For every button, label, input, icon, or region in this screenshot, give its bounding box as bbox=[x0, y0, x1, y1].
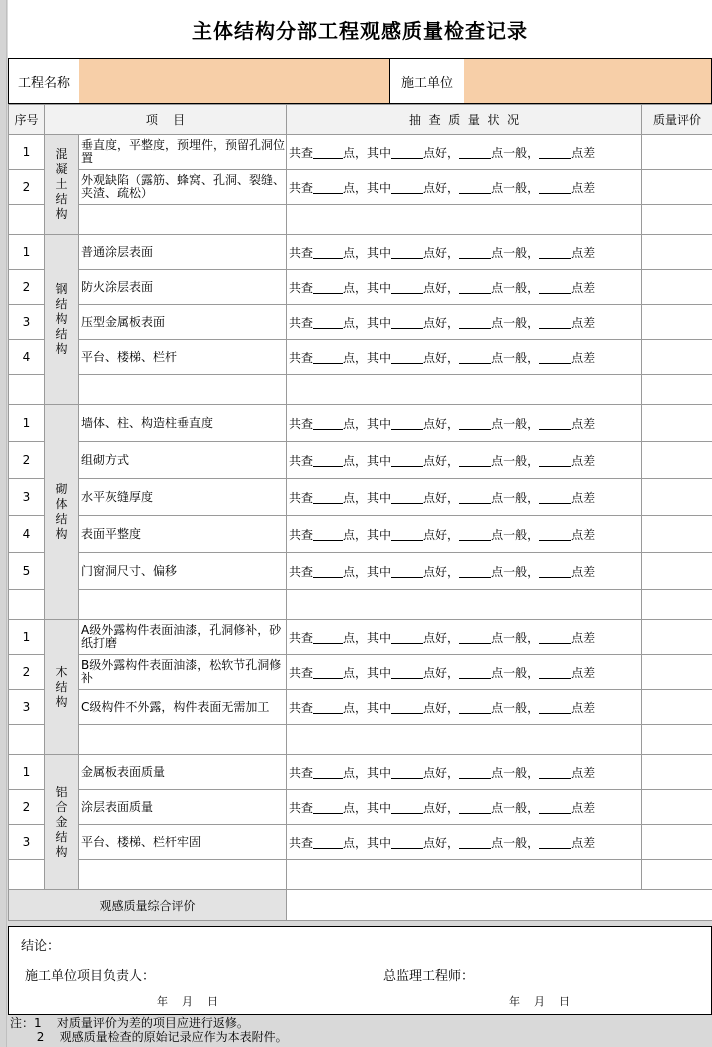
check-text: 点好， bbox=[423, 453, 460, 468]
row-item: 垂直度，平整度，预埋件，预留孔洞位置 bbox=[79, 135, 287, 170]
row-check bbox=[287, 270, 642, 305]
check-text: 点一般， bbox=[491, 416, 540, 431]
check-text: 点一般， bbox=[491, 453, 540, 468]
check-text: 共查 bbox=[289, 630, 314, 645]
row-item: 涂层表面质量 bbox=[79, 790, 287, 825]
row-rating[interactable] bbox=[642, 235, 712, 270]
check-text: 点，其中 bbox=[343, 527, 392, 542]
row-seq bbox=[9, 725, 45, 755]
row-rating[interactable] bbox=[642, 305, 712, 340]
check-text: 点好， bbox=[423, 490, 460, 505]
check-text: 共查 bbox=[289, 835, 314, 850]
row-check bbox=[287, 790, 642, 825]
row-item: 平台、楼梯、栏杆牢固 bbox=[79, 825, 287, 860]
row-rating[interactable] bbox=[642, 405, 712, 442]
count-blank[interactable] bbox=[459, 491, 491, 504]
count-blank[interactable] bbox=[539, 281, 571, 294]
row-check bbox=[287, 655, 642, 690]
row-seq bbox=[9, 590, 45, 620]
check-text: 点，其中 bbox=[343, 416, 392, 431]
table-row-blank bbox=[9, 725, 712, 755]
count-blank[interactable] bbox=[313, 565, 343, 578]
supervisor-signature-label: 总监理工程师： bbox=[383, 969, 475, 984]
row-check bbox=[287, 205, 642, 235]
row-seq: 3 bbox=[9, 690, 45, 725]
count-blank[interactable] bbox=[313, 246, 343, 259]
check-text: 点差 bbox=[571, 453, 596, 468]
row-check bbox=[287, 553, 642, 590]
row-item bbox=[79, 205, 287, 235]
count-blank[interactable] bbox=[539, 316, 571, 329]
count-blank[interactable] bbox=[539, 146, 571, 159]
count-blank[interactable] bbox=[459, 454, 491, 467]
contractor-signature-label: 施工单位项目负责人： bbox=[25, 969, 156, 984]
count-blank[interactable] bbox=[391, 246, 423, 259]
count-blank[interactable] bbox=[539, 801, 571, 814]
row-seq: 2 bbox=[9, 170, 45, 205]
count-blank[interactable] bbox=[313, 454, 343, 467]
count-blank[interactable] bbox=[459, 417, 491, 430]
header-item: 项 目 bbox=[45, 105, 287, 135]
row-seq: 4 bbox=[9, 340, 45, 375]
note-1: 注：1 对质量评价为差的项目应进行返修。 bbox=[10, 1016, 249, 1030]
count-blank[interactable] bbox=[391, 528, 423, 541]
check-text: 点差 bbox=[571, 765, 596, 780]
count-blank[interactable] bbox=[391, 666, 423, 679]
count-blank[interactable] bbox=[391, 181, 423, 194]
count-blank[interactable] bbox=[391, 836, 423, 849]
check-text: 点好， bbox=[423, 416, 460, 431]
row-rating[interactable] bbox=[642, 479, 712, 516]
date-right: 年 月 日 bbox=[509, 995, 570, 1008]
check-text: 点好， bbox=[423, 665, 460, 680]
row-check bbox=[287, 725, 642, 755]
row-seq: 2 bbox=[9, 655, 45, 690]
check-text: 点差 bbox=[571, 800, 596, 815]
count-blank[interactable] bbox=[459, 701, 491, 714]
row-item: 平台、楼梯、栏杆 bbox=[79, 340, 287, 375]
row-item: 金属板表面质量 bbox=[79, 755, 287, 790]
count-blank[interactable] bbox=[459, 181, 491, 194]
row-rating[interactable] bbox=[642, 690, 712, 725]
row-seq: 2 bbox=[9, 442, 45, 479]
count-blank[interactable] bbox=[539, 351, 571, 364]
check-text: 点好， bbox=[423, 280, 460, 295]
check-text: 点差 bbox=[571, 315, 596, 330]
check-text: 共查 bbox=[289, 700, 314, 715]
row-seq bbox=[9, 205, 45, 235]
check-text: 共查 bbox=[289, 180, 314, 195]
count-blank[interactable] bbox=[459, 766, 491, 779]
category-label: 混 凝 土 结 构 bbox=[45, 135, 79, 235]
count-blank[interactable] bbox=[459, 565, 491, 578]
check-text: 点差 bbox=[571, 630, 596, 645]
table-row bbox=[9, 825, 712, 860]
row-seq: 5 bbox=[9, 553, 45, 590]
row-rating[interactable] bbox=[642, 590, 712, 620]
row-rating[interactable] bbox=[642, 375, 712, 405]
check-text: 共查 bbox=[289, 280, 314, 295]
check-text: 点一般， bbox=[491, 800, 540, 815]
row-rating[interactable] bbox=[642, 755, 712, 790]
count-blank[interactable] bbox=[391, 801, 423, 814]
row-item bbox=[79, 590, 287, 620]
count-blank[interactable] bbox=[459, 246, 491, 259]
count-blank[interactable] bbox=[459, 836, 491, 849]
inspection-table bbox=[8, 104, 712, 921]
row-gutter bbox=[0, 0, 7, 1047]
count-blank[interactable] bbox=[539, 666, 571, 679]
check-text: 共查 bbox=[289, 765, 314, 780]
check-text: 点，其中 bbox=[343, 453, 392, 468]
row-item: 普通涂层表面 bbox=[79, 235, 287, 270]
check-text: 点一般， bbox=[491, 564, 540, 579]
row-check bbox=[287, 405, 642, 442]
table-row bbox=[9, 442, 712, 479]
check-text: 点好， bbox=[423, 630, 460, 645]
check-text: 共查 bbox=[289, 315, 314, 330]
count-blank[interactable] bbox=[313, 801, 343, 814]
check-text: 点差 bbox=[571, 665, 596, 680]
table-row bbox=[9, 655, 712, 690]
table-row-blank bbox=[9, 860, 712, 890]
count-blank[interactable] bbox=[539, 454, 571, 467]
count-blank[interactable] bbox=[391, 454, 423, 467]
count-blank[interactable] bbox=[459, 281, 491, 294]
table-row bbox=[9, 790, 712, 825]
row-rating[interactable] bbox=[642, 620, 712, 655]
row-item: 墙体、柱、构造柱垂直度 bbox=[79, 405, 287, 442]
check-text: 点好， bbox=[423, 180, 460, 195]
header-rating: 质量评价 bbox=[642, 105, 712, 135]
table-row bbox=[9, 170, 712, 205]
table-row bbox=[9, 516, 712, 553]
check-text: 共查 bbox=[289, 453, 314, 468]
contractor-label: 施工单位 bbox=[390, 59, 465, 103]
table-row bbox=[9, 755, 712, 790]
check-text: 点，其中 bbox=[343, 145, 392, 160]
count-blank[interactable] bbox=[539, 766, 571, 779]
check-text: 点，其中 bbox=[343, 350, 392, 365]
row-rating[interactable] bbox=[642, 170, 712, 205]
count-blank[interactable] bbox=[313, 766, 343, 779]
check-text: 点，其中 bbox=[343, 630, 392, 645]
check-text: 点好， bbox=[423, 835, 460, 850]
row-check bbox=[287, 825, 642, 860]
category-label: 钢 结 构 结 构 bbox=[45, 235, 79, 405]
count-blank[interactable] bbox=[539, 528, 571, 541]
check-text: 点，其中 bbox=[343, 315, 392, 330]
row-check bbox=[287, 690, 642, 725]
note-2: 2 观感质量检查的原始记录应作为本表附件。 bbox=[10, 1030, 288, 1044]
row-rating[interactable] bbox=[642, 655, 712, 690]
row-check bbox=[287, 442, 642, 479]
count-blank[interactable] bbox=[313, 351, 343, 364]
check-text: 点好， bbox=[423, 765, 460, 780]
count-blank[interactable] bbox=[313, 281, 343, 294]
check-text: 点好， bbox=[423, 350, 460, 365]
row-check bbox=[287, 340, 642, 375]
check-text: 共查 bbox=[289, 145, 314, 160]
check-text: 点，其中 bbox=[343, 765, 392, 780]
table-row bbox=[9, 620, 712, 655]
check-text: 点，其中 bbox=[343, 700, 392, 715]
count-blank[interactable] bbox=[313, 666, 343, 679]
table-row bbox=[9, 270, 712, 305]
category-label: 铝 合 金 结 构 bbox=[45, 755, 79, 890]
row-item: 表面平整度 bbox=[79, 516, 287, 553]
row-check bbox=[287, 590, 642, 620]
check-text: 点，其中 bbox=[343, 245, 392, 260]
check-text: 点，其中 bbox=[343, 564, 392, 579]
row-rating[interactable] bbox=[642, 790, 712, 825]
check-text: 点差 bbox=[571, 280, 596, 295]
check-text: 点好， bbox=[423, 800, 460, 815]
check-text: 点差 bbox=[571, 350, 596, 365]
check-text: 共查 bbox=[289, 350, 314, 365]
check-text: 点好， bbox=[423, 527, 460, 542]
count-blank[interactable] bbox=[391, 417, 423, 430]
count-blank[interactable] bbox=[391, 491, 423, 504]
check-text: 点，其中 bbox=[343, 665, 392, 680]
check-text: 共查 bbox=[289, 416, 314, 431]
row-item: A级外露构件表面油漆，孔洞修补，砂纸打磨 bbox=[79, 620, 287, 655]
row-item: C级构件不外露，构件表面无需加工 bbox=[79, 690, 287, 725]
count-blank[interactable] bbox=[391, 701, 423, 714]
check-text: 点，其中 bbox=[343, 280, 392, 295]
row-item: 防火涂层表面 bbox=[79, 270, 287, 305]
count-blank[interactable] bbox=[313, 316, 343, 329]
check-text: 点一般， bbox=[491, 490, 540, 505]
count-blank[interactable] bbox=[391, 631, 423, 644]
row-check bbox=[287, 375, 642, 405]
count-blank[interactable] bbox=[459, 801, 491, 814]
row-item: 水平灰缝厚度 bbox=[79, 479, 287, 516]
check-text: 共查 bbox=[289, 564, 314, 579]
count-blank[interactable] bbox=[313, 181, 343, 194]
row-seq: 4 bbox=[9, 516, 45, 553]
row-item: 组砌方式 bbox=[79, 442, 287, 479]
count-blank[interactable] bbox=[391, 766, 423, 779]
check-text: 点一般， bbox=[491, 665, 540, 680]
row-check bbox=[287, 860, 642, 890]
count-blank[interactable] bbox=[539, 631, 571, 644]
check-text: 点好， bbox=[423, 700, 460, 715]
row-item bbox=[79, 375, 287, 405]
row-rating[interactable] bbox=[642, 860, 712, 890]
header-seq: 序号 bbox=[9, 105, 45, 135]
row-seq: 3 bbox=[9, 305, 45, 340]
header-check: 抽 查 质 量 状 况 bbox=[287, 105, 642, 135]
row-rating[interactable] bbox=[642, 516, 712, 553]
count-blank[interactable] bbox=[313, 417, 343, 430]
row-item: 外观缺陷（露筋、蜂窝、孔洞、裂缝、夹渣、疏松） bbox=[79, 170, 287, 205]
check-text: 点差 bbox=[571, 835, 596, 850]
count-blank[interactable] bbox=[539, 836, 571, 849]
table-row bbox=[9, 479, 712, 516]
row-check bbox=[287, 135, 642, 170]
check-text: 点一般， bbox=[491, 280, 540, 295]
count-blank[interactable] bbox=[459, 351, 491, 364]
table-row bbox=[9, 553, 712, 590]
count-blank[interactable] bbox=[539, 701, 571, 714]
check-text: 点一般， bbox=[491, 700, 540, 715]
project-info-row bbox=[8, 58, 712, 104]
check-text: 共查 bbox=[289, 800, 314, 815]
row-item: 门窗洞尺寸、偏移 bbox=[79, 553, 287, 590]
count-blank[interactable] bbox=[459, 316, 491, 329]
row-check bbox=[287, 516, 642, 553]
count-blank[interactable] bbox=[313, 528, 343, 541]
count-blank[interactable] bbox=[391, 565, 423, 578]
row-seq: 3 bbox=[9, 825, 45, 860]
check-text: 点差 bbox=[571, 180, 596, 195]
check-text: 共查 bbox=[289, 665, 314, 680]
count-blank[interactable] bbox=[539, 565, 571, 578]
count-blank[interactable] bbox=[459, 631, 491, 644]
check-text: 点好， bbox=[423, 315, 460, 330]
count-blank[interactable] bbox=[391, 146, 423, 159]
conclusion-label: 结论： bbox=[21, 939, 61, 954]
count-blank[interactable] bbox=[459, 528, 491, 541]
project-name-field[interactable] bbox=[79, 59, 390, 103]
check-text: 点，其中 bbox=[343, 835, 392, 850]
row-check bbox=[287, 755, 642, 790]
check-text: 点一般， bbox=[491, 350, 540, 365]
row-item: 压型金属板表面 bbox=[79, 305, 287, 340]
check-text: 点好， bbox=[423, 245, 460, 260]
row-check bbox=[287, 620, 642, 655]
date-left: 年 月 日 bbox=[157, 995, 218, 1008]
summary-label: 观感质量综合评价 bbox=[9, 890, 287, 921]
row-seq: 1 bbox=[9, 235, 45, 270]
check-text: 点好， bbox=[423, 145, 460, 160]
row-rating[interactable] bbox=[642, 340, 712, 375]
notes bbox=[10, 1016, 288, 1044]
check-text: 点差 bbox=[571, 700, 596, 715]
table-row bbox=[9, 690, 712, 725]
check-text: 点差 bbox=[571, 145, 596, 160]
check-text: 点一般， bbox=[491, 245, 540, 260]
check-text: 点一般， bbox=[491, 835, 540, 850]
check-text: 点一般， bbox=[491, 180, 540, 195]
table-row-blank bbox=[9, 205, 712, 235]
check-text: 点差 bbox=[571, 416, 596, 431]
row-seq bbox=[9, 375, 45, 405]
check-text: 点差 bbox=[571, 245, 596, 260]
row-seq: 2 bbox=[9, 790, 45, 825]
count-blank[interactable] bbox=[391, 351, 423, 364]
table-row bbox=[9, 405, 712, 442]
row-check bbox=[287, 305, 642, 340]
summary-row bbox=[9, 890, 712, 921]
row-check bbox=[287, 235, 642, 270]
check-text: 共查 bbox=[289, 245, 314, 260]
count-blank[interactable] bbox=[313, 701, 343, 714]
category-label: 木 结 构 bbox=[45, 620, 79, 755]
count-blank[interactable] bbox=[459, 666, 491, 679]
row-rating[interactable] bbox=[642, 442, 712, 479]
row-item bbox=[79, 860, 287, 890]
row-rating[interactable] bbox=[642, 553, 712, 590]
row-seq: 1 bbox=[9, 405, 45, 442]
check-text: 点一般， bbox=[491, 630, 540, 645]
contractor-field[interactable] bbox=[464, 59, 711, 103]
row-check bbox=[287, 479, 642, 516]
check-text: 点差 bbox=[571, 490, 596, 505]
row-rating[interactable] bbox=[642, 270, 712, 305]
signature-block bbox=[8, 926, 712, 1015]
count-blank[interactable] bbox=[539, 246, 571, 259]
count-blank[interactable] bbox=[313, 491, 343, 504]
category-label: 砌 体 结 构 bbox=[45, 405, 79, 620]
row-rating[interactable] bbox=[642, 825, 712, 860]
count-blank[interactable] bbox=[539, 417, 571, 430]
check-text: 点差 bbox=[571, 527, 596, 542]
table-row-blank bbox=[9, 590, 712, 620]
count-blank[interactable] bbox=[539, 181, 571, 194]
page-title: 主体结构分部工程观感质量检查记录 bbox=[8, 0, 712, 58]
table-row bbox=[9, 340, 712, 375]
check-text: 点一般， bbox=[491, 765, 540, 780]
row-rating[interactable] bbox=[642, 135, 712, 170]
row-item: B级外露构件表面油漆，松软节孔洞修补 bbox=[79, 655, 287, 690]
row-seq: 1 bbox=[9, 135, 45, 170]
row-seq: 1 bbox=[9, 620, 45, 655]
check-text: 点一般， bbox=[491, 527, 540, 542]
table-row bbox=[9, 135, 712, 170]
table-row bbox=[9, 235, 712, 270]
count-blank[interactable] bbox=[313, 631, 343, 644]
count-blank[interactable] bbox=[391, 281, 423, 294]
row-seq: 2 bbox=[9, 270, 45, 305]
check-text: 点差 bbox=[571, 564, 596, 579]
check-text: 共查 bbox=[289, 490, 314, 505]
table-header bbox=[9, 105, 712, 135]
row-rating[interactable] bbox=[642, 725, 712, 755]
row-item bbox=[79, 725, 287, 755]
row-seq: 3 bbox=[9, 479, 45, 516]
summary-value[interactable] bbox=[287, 890, 712, 921]
check-text: 共查 bbox=[289, 527, 314, 542]
count-blank[interactable] bbox=[391, 316, 423, 329]
row-seq: 1 bbox=[9, 755, 45, 790]
table-row bbox=[9, 305, 712, 340]
count-blank[interactable] bbox=[313, 146, 343, 159]
check-text: 点，其中 bbox=[343, 180, 392, 195]
check-text: 点一般， bbox=[491, 145, 540, 160]
project-name-label: 工程名称 bbox=[9, 59, 80, 103]
check-text: 点好， bbox=[423, 564, 460, 579]
row-seq bbox=[9, 860, 45, 890]
count-blank[interactable] bbox=[459, 146, 491, 159]
check-text: 点，其中 bbox=[343, 490, 392, 505]
check-text: 点，其中 bbox=[343, 800, 392, 815]
count-blank[interactable] bbox=[539, 491, 571, 504]
check-text: 点一般， bbox=[491, 315, 540, 330]
count-blank[interactable] bbox=[313, 836, 343, 849]
row-check bbox=[287, 170, 642, 205]
table-row-blank bbox=[9, 375, 712, 405]
row-rating[interactable] bbox=[642, 205, 712, 235]
